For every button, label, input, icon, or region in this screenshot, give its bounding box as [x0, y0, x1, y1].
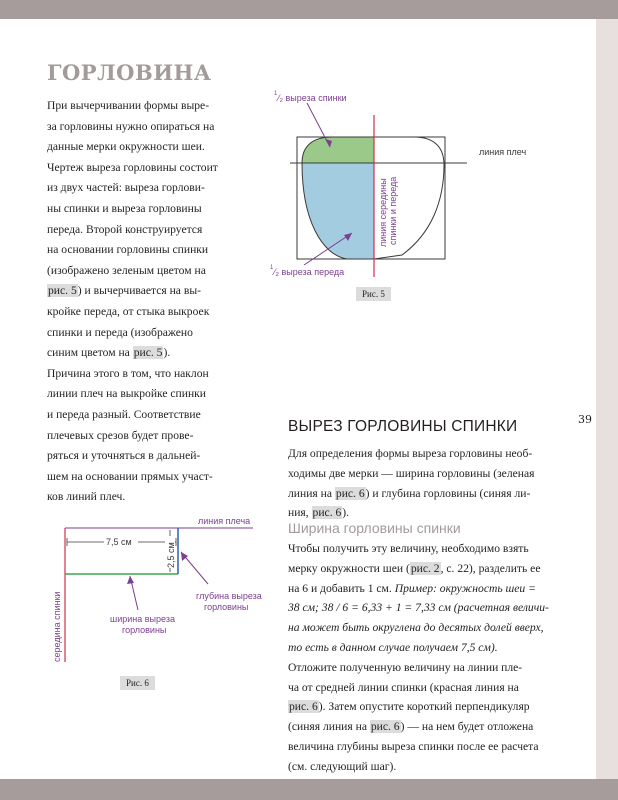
text-span: ).	[163, 346, 171, 360]
page-number: 39	[578, 413, 592, 426]
text-line: При вычерчивании формы выре-	[47, 99, 210, 112]
text-line: переда. Второй конструируется	[47, 222, 203, 236]
figure-reference: рис. 6	[312, 506, 342, 520]
figure-6	[38, 512, 288, 672]
text-line	[47, 281, 247, 302]
fig6-label-width-name-2: горловины	[122, 625, 167, 635]
text-span: ).	[342, 506, 350, 520]
text-line	[288, 559, 588, 579]
subsection-title: Ширина горловины спинки	[288, 520, 461, 536]
text-line	[288, 598, 588, 618]
fig6-label-shoulder: линия плеча	[198, 516, 251, 526]
text-line: Чтобы получить эту величину, необходимо взять	[288, 542, 529, 555]
figure-reference: рис. 2	[410, 561, 440, 575]
text-line: линии плеч на выкройке спинки	[47, 387, 207, 401]
figure-reference: рис. 6	[289, 700, 318, 714]
text-line: кройке переда, от стыка выкроек	[47, 304, 210, 318]
fig5-blue-area	[302, 163, 374, 259]
section-2-paragraph	[288, 444, 588, 523]
fig5-label-middle-2: спинки и переда	[388, 176, 398, 245]
text-span: ) — на нем будет отложена	[400, 720, 534, 734]
text-span: ) и глубина горловины (синяя ли-	[365, 486, 531, 500]
text-line: Причина этого в том, что наклон	[47, 366, 209, 380]
text-line: плечевых срезов будет прове-	[47, 428, 194, 442]
text-line: данные мерки окружности шеи.	[47, 140, 205, 154]
text-line: Чертеж выреза горловины состоит	[47, 160, 218, 174]
text-line	[47, 343, 247, 364]
fig5-label-front-num: 1	[270, 265, 274, 271]
subsection-paragraph	[288, 539, 588, 777]
text-span: мерку окружности шеи (	[288, 561, 410, 575]
fig6-label-depth-name-1: глубина выреза	[196, 591, 262, 601]
figure-reference: рис. 5	[133, 346, 163, 360]
fig5-label-back-num: 1	[274, 91, 278, 97]
fig5-label-middle-1: линия середины	[378, 178, 388, 247]
fig6-label-width: 7,5 см	[106, 537, 132, 547]
text-line	[288, 579, 588, 599]
fig5-label-shoulder: линия плеч	[479, 147, 527, 157]
text-line: из двух частей: выреза горлови-	[47, 181, 205, 195]
text-line: и переда разный. Соответствие	[47, 407, 201, 421]
text-line: ча от средней линии спинки (красная линия на	[288, 680, 519, 694]
text-line: ряться и уточняться в дальней-	[47, 449, 201, 463]
text-line: (изображено зеленым цветом на	[47, 263, 206, 277]
text-span: на может быть округлена до десятых долей вверх,	[288, 621, 544, 635]
text-line	[288, 717, 588, 737]
text-line: ходимы две мерки — ширина горловины (зеленая	[288, 466, 535, 480]
figure-5-caption: Рис. 5	[356, 287, 391, 301]
text-span: ) и вычерчивается на вы-	[77, 284, 201, 298]
text-span: 38 см; 38 / 6 = 6,33 + 1 = 7,33 см (расчетная величи-	[288, 601, 549, 615]
figure-5	[262, 85, 562, 305]
text-line: величина глубины выреза спинки после ее расчета	[288, 739, 539, 753]
fig6-label-middle: середина спинки	[52, 591, 62, 662]
text-span: Пример: окружность шеи =	[394, 581, 536, 595]
fig6-arrowhead-width	[127, 576, 134, 584]
figure-reference: рис. 6	[335, 486, 365, 500]
fig5-label-back: ⁄₂ выреза спинки	[278, 93, 347, 103]
fig6-label-width-name-1: ширина выреза	[110, 614, 175, 624]
top-band	[0, 0, 618, 19]
text-line	[288, 484, 588, 504]
section-title: ГОРЛОВИНА	[47, 60, 212, 85]
text-line: Для определения формы выреза горловины необ-	[288, 447, 533, 460]
text-span: синим цветом на	[47, 346, 133, 360]
text-span: ). Затем опустите короткий перпендикуляр	[318, 700, 530, 714]
bottom-band	[0, 779, 618, 800]
text-line	[288, 618, 588, 638]
text-line: ны спинки и выреза горловины	[47, 201, 202, 215]
fig6-label-depth-name-2: горловины	[204, 602, 249, 612]
text-span: линия на	[288, 486, 335, 500]
text-span: на 6 и добавить 1 см.	[288, 581, 395, 595]
text-span: то есть в данном случае получаем 7,5 см).	[288, 640, 498, 654]
fig6-label-depth: 2,5 см	[166, 542, 176, 568]
figure-reference: рис. 5	[48, 284, 77, 298]
text-line: шем на основании прямых участ-	[47, 469, 213, 483]
intro-paragraph	[47, 96, 247, 508]
fig5-green-area	[302, 137, 374, 163]
text-line: (см. следующий шаг).	[288, 759, 397, 773]
page-edge-band	[596, 19, 618, 779]
figure-reference: рис. 6	[370, 720, 400, 734]
text-line: Отложите полученную величину на линии пле-	[288, 660, 523, 674]
text-span: , с. 22), разделить ее	[440, 561, 541, 575]
text-line: ков линий плеч.	[47, 490, 126, 504]
text-span: ния,	[288, 506, 312, 520]
text-span: (синяя линия на	[288, 720, 370, 734]
text-line: за горловины нужно опираться на	[47, 119, 215, 133]
section-2-title: ВЫРЕЗ ГОРЛОВИНЫ СПИНКИ	[288, 418, 518, 435]
figure-6-caption: Рис. 6	[120, 676, 155, 690]
text-line: спинки и переда (изображено	[47, 325, 193, 339]
text-line	[288, 697, 588, 717]
text-line: на основании горловины спинки	[47, 243, 209, 257]
fig5-label-front: ⁄₂ выреза переда	[274, 267, 345, 277]
text-line	[288, 638, 588, 658]
